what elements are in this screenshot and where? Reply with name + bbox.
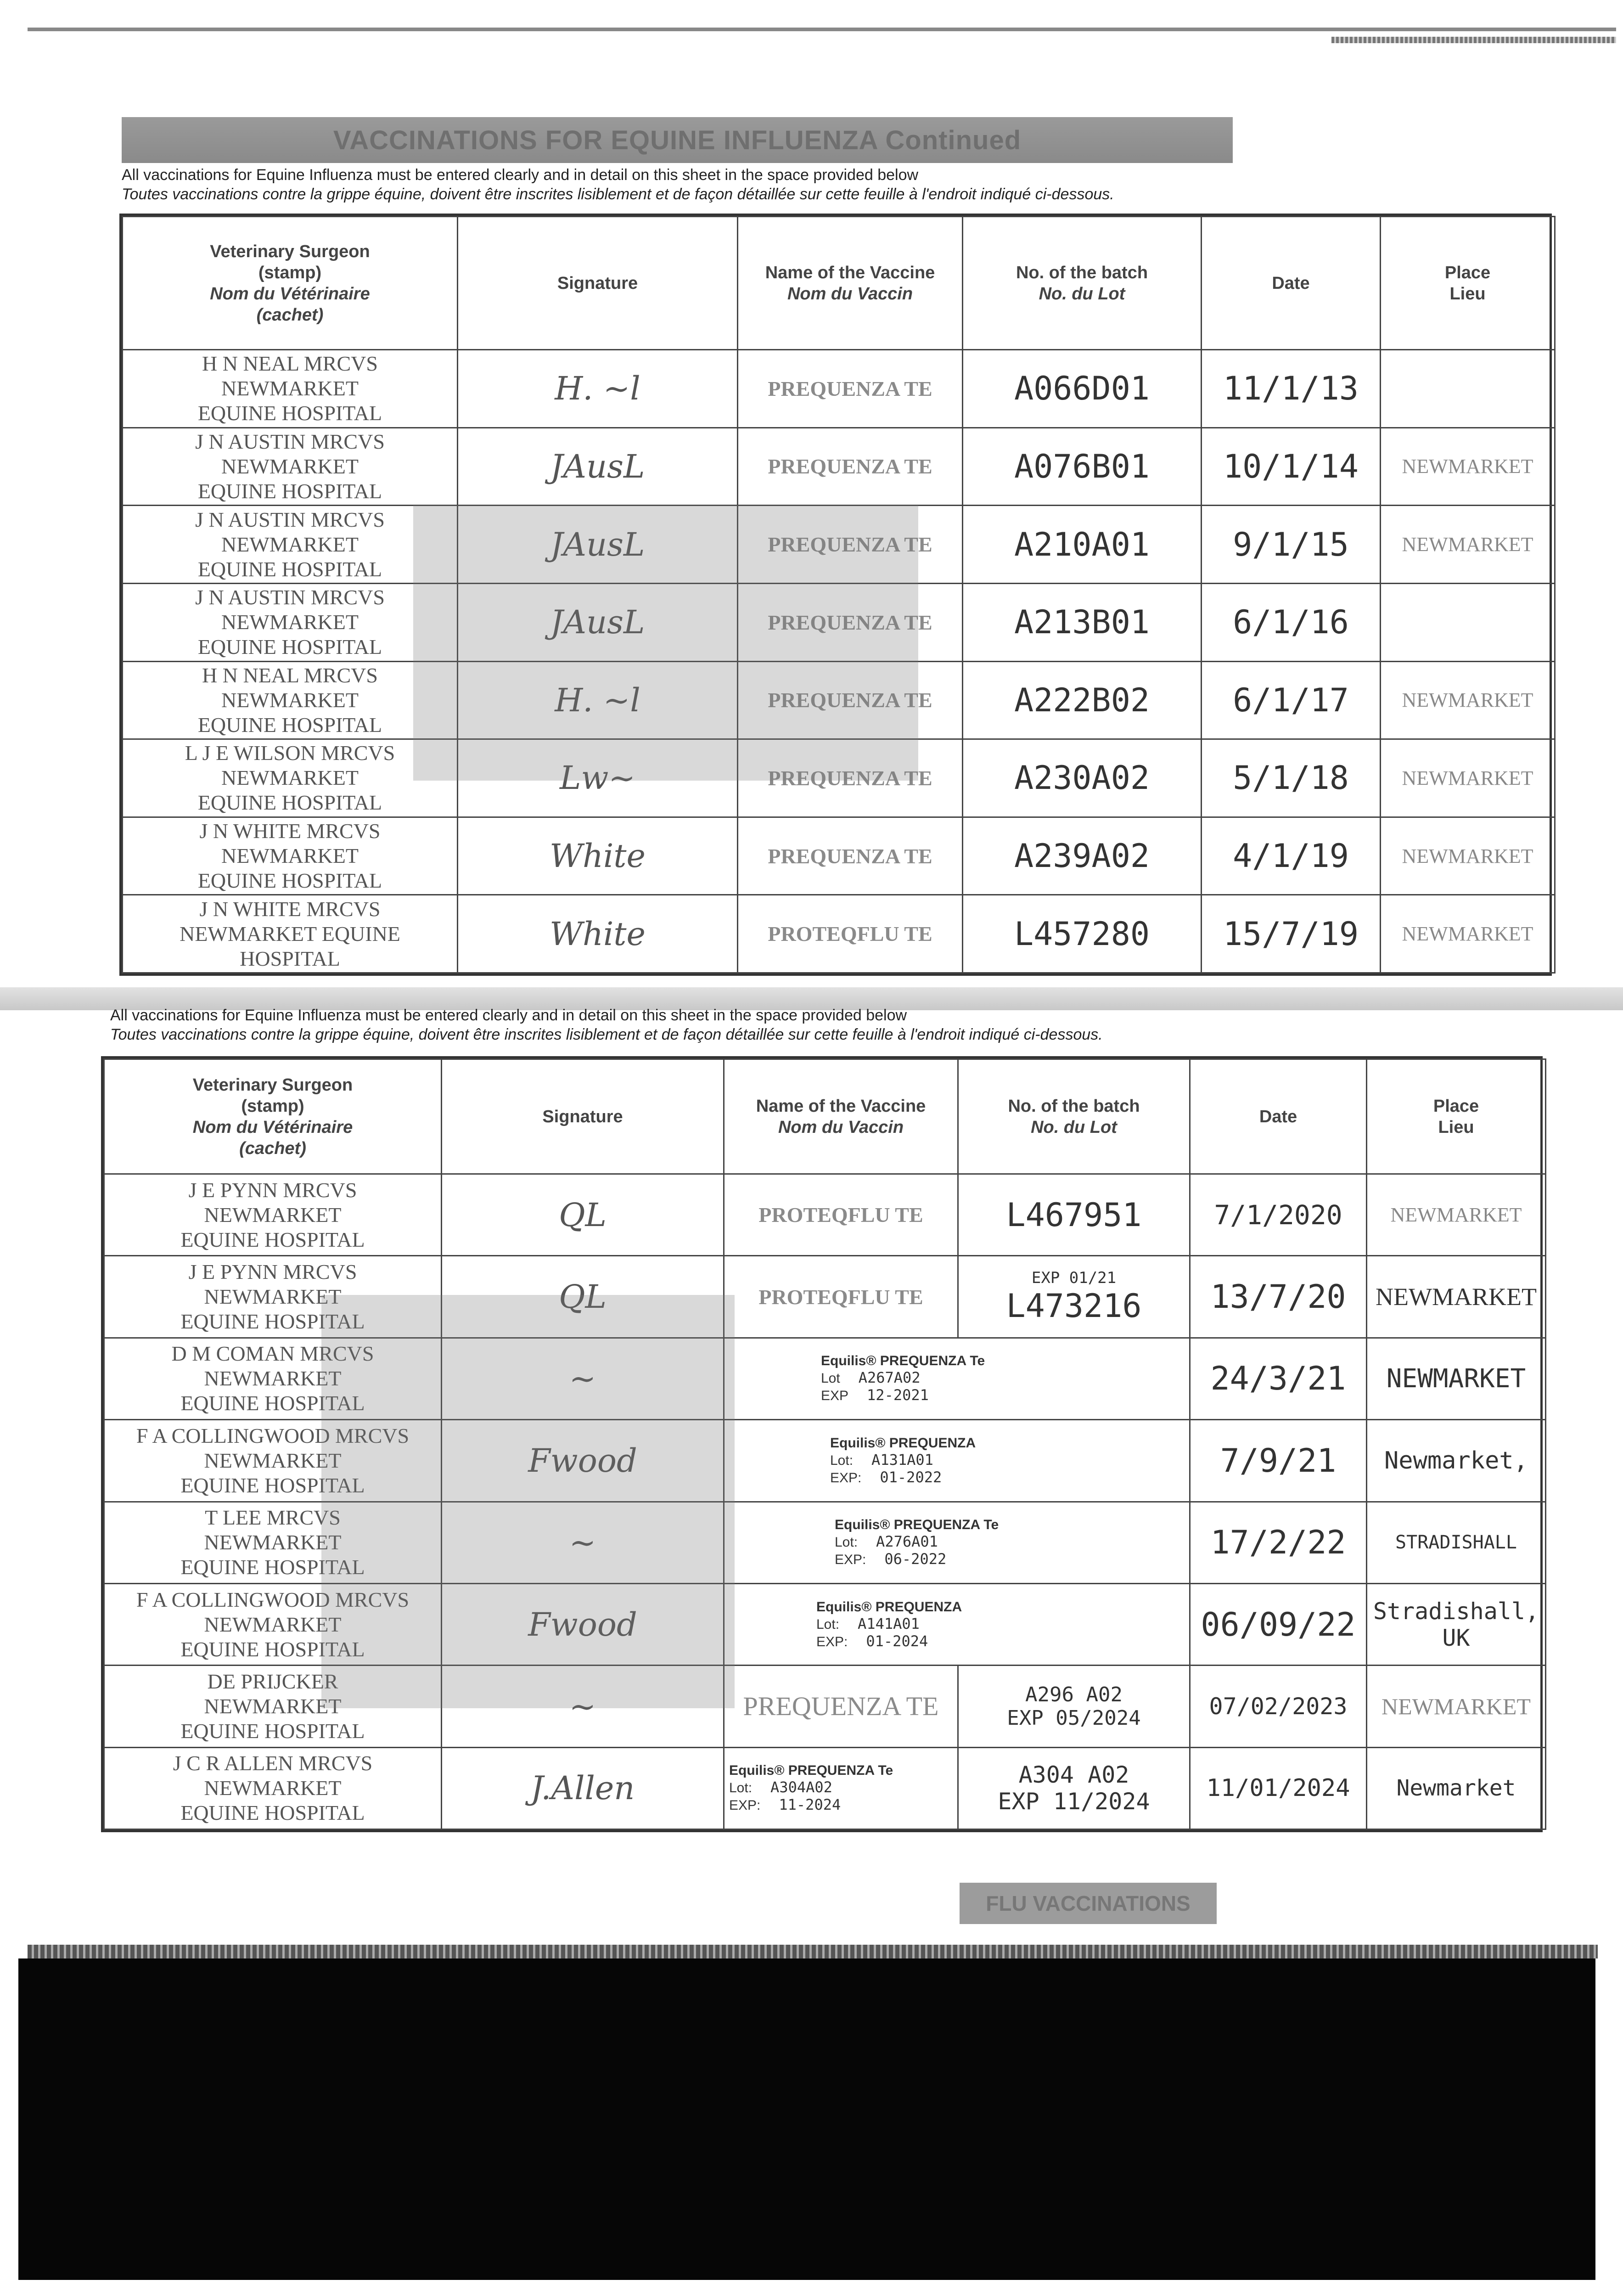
vaccine-label-sticker (724, 1420, 1190, 1502)
place: Stradishall, UK (1367, 1583, 1546, 1665)
col-vet-cachet: (cachet) (256, 305, 324, 325)
place: Newmarket (1367, 1747, 1546, 1829)
col-batch-fr: No. du Lot (1031, 1117, 1117, 1137)
place: NEWMARKET (1381, 506, 1555, 584)
signature: JAusL (458, 428, 738, 506)
batch-number: A230A02 (963, 739, 1202, 817)
col-place-fr: Lieu (1438, 1117, 1474, 1137)
vaccine-name: PROTEQFLU TE (738, 895, 963, 973)
vaccine-name: PREQUENZA TE (724, 1666, 958, 1747)
col-vet-en: Veterinary Surgeon (210, 242, 370, 261)
expiry: 12-2021 (867, 1386, 929, 1404)
table-row (123, 350, 1555, 428)
lot-label: Lot: (729, 1780, 753, 1796)
lot-number: A131A01 (871, 1451, 933, 1469)
batch-number: A304 A02 (1018, 1761, 1129, 1789)
instructions-en: All vaccinations for Equine Influenza must be entered clearly and in detail on this sheet in the space provided below (110, 1007, 907, 1024)
col-vet (104, 1059, 442, 1174)
signature: Fwood (442, 1420, 724, 1502)
col-batch (958, 1059, 1190, 1174)
col-vaccine-fr: Nom du Vaccin (778, 1117, 904, 1137)
batch-cell (958, 1256, 1190, 1338)
lot-number: A276A01 (876, 1533, 938, 1551)
col-date: Date (1190, 1059, 1367, 1174)
vet-stamp: F A COLLINGWOOD MRCVS NEWMARKET EQUINE HOSPITAL (104, 1420, 442, 1502)
scan-edge-noise (28, 1945, 1598, 1958)
batch-number: L467951 (958, 1174, 1190, 1256)
table-row (104, 1583, 1546, 1665)
col-place-en: Place (1433, 1096, 1479, 1116)
signature: White (458, 895, 738, 973)
place: NEWMARKET (1367, 1174, 1546, 1256)
batch-number: A213B01 (963, 583, 1202, 661)
lot-number: A141A01 (858, 1615, 920, 1632)
col-vet (123, 217, 458, 350)
place: NEWMARKET (1381, 661, 1555, 739)
vet-stamp: T LEE MRCVS NEWMARKET EQUINE HOSPITAL (104, 1502, 442, 1583)
vaccination-date: 4/1/19 (1202, 817, 1381, 895)
exp-label: EXP: (830, 1470, 862, 1486)
batch-expiry-note: EXP 05/2024 (1007, 1706, 1141, 1730)
col-signature: Signature (458, 217, 738, 350)
col-place (1367, 1059, 1546, 1174)
col-vaccine (724, 1059, 958, 1174)
vet-stamp: L J E WILSON MRCVS NEWMARKET EQUINE HOSPITAL (123, 739, 458, 817)
expiry: 11-2024 (779, 1796, 841, 1814)
lot-number: A267A02 (858, 1369, 921, 1387)
signature: ~ (442, 1338, 724, 1419)
label-brand: Equilis® PREQUENZA Te (835, 1517, 999, 1533)
vaccination-date: 06/09/22 (1190, 1583, 1367, 1665)
batch-expiry-note: EXP 01/21 (1031, 1269, 1117, 1288)
vaccination-date: 9/1/15 (1202, 506, 1381, 584)
vaccine-name: PREQUENZA TE (738, 739, 963, 817)
vaccination-date: 5/1/18 (1202, 739, 1381, 817)
expiry: 01-2022 (880, 1468, 942, 1486)
signature: J.Allen (442, 1747, 724, 1829)
vet-stamp: J E PYNN MRCVS NEWMARKET EQUINE HOSPITAL (104, 1256, 442, 1338)
vaccination-date: 17/2/22 (1190, 1502, 1367, 1583)
batch-number: A210A01 (963, 506, 1202, 584)
vet-stamp: F A COLLINGWOOD MRCVS NEWMARKET EQUINE HOSPITAL (104, 1583, 442, 1665)
table-row (104, 1174, 1546, 1256)
scan-shading (413, 505, 918, 781)
vaccine-name: PROTEQFLU TE (724, 1256, 958, 1338)
place (1381, 583, 1555, 661)
label-brand: Equilis® PREQUENZA (816, 1599, 962, 1615)
batch-cell (958, 1747, 1190, 1829)
signature: H. ~l (458, 661, 738, 739)
vet-stamp: D M COMAN MRCVS NEWMARKET EQUINE HOSPITAL (104, 1338, 442, 1419)
vet-stamp: J N WHITE MRCVS NEWMARKET EQUINE HOSPITAL (123, 817, 458, 895)
vaccine-label-sticker (724, 1747, 958, 1829)
col-vet-fr: Nom du Vétérinaire (192, 1117, 353, 1137)
place: NEWMARKET (1381, 895, 1555, 973)
footer-banner (960, 1883, 1217, 1924)
lot-label: Lot: (835, 1535, 858, 1550)
signature: ~ (442, 1666, 724, 1747)
vaccination-date: 24/3/21 (1190, 1338, 1367, 1419)
vet-stamp: J E PYNN MRCVS NEWMARKET EQUINE HOSPITAL (104, 1174, 442, 1256)
col-vaccine-en: Name of the Vaccine (756, 1096, 926, 1116)
place: NEWMARKET (1367, 1666, 1546, 1747)
vaccine-name: PREQUENZA TE (738, 817, 963, 895)
vet-stamp: DE PRIJCKER NEWMARKET EQUINE HOSPITAL (104, 1666, 442, 1747)
place: NEWMARKET (1367, 1338, 1546, 1419)
signature: QL (442, 1174, 724, 1256)
vaccine-label-sticker (724, 1338, 1190, 1419)
vaccination-date: 7/1/2020 (1190, 1174, 1367, 1256)
col-vaccine-en: Name of the Vaccine (765, 263, 935, 282)
table-row (123, 817, 1555, 895)
batch-number: L473216 (1006, 1287, 1142, 1325)
table-row (123, 428, 1555, 506)
vaccine-name: PREQUENZA TE (738, 583, 963, 661)
lot-number: A304A02 (770, 1778, 832, 1796)
exp-label: EXP: (729, 1798, 761, 1813)
scan-shading (321, 1295, 735, 1708)
vaccine-name: PREQUENZA TE (738, 428, 963, 506)
vaccination-table-2 (101, 1056, 1543, 1832)
vet-stamp: J C R ALLEN MRCVS NEWMARKET EQUINE HOSPITAL (104, 1747, 442, 1829)
col-vet-stamp: (stamp) (241, 1096, 304, 1116)
exp-label: EXP: (816, 1634, 848, 1649)
exp-label: EXP (821, 1388, 849, 1404)
batch-number: A076B01 (963, 428, 1202, 506)
batch-cell (958, 1666, 1190, 1747)
batch-number: L457280 (963, 895, 1202, 973)
signature: ~ (442, 1502, 724, 1583)
table-row (104, 1420, 1546, 1502)
lot-label: Lot: (830, 1452, 854, 1468)
vaccination-date: 11/1/13 (1202, 350, 1381, 428)
col-signature: Signature (442, 1059, 724, 1174)
table-header-row (104, 1059, 1546, 1174)
place: Newmarket, (1367, 1420, 1546, 1502)
batch-number: A066D01 (963, 350, 1202, 428)
signature: JAusL (458, 506, 738, 584)
top-scan-line (28, 28, 1616, 31)
col-batch-fr: No. du Lot (1039, 284, 1125, 304)
col-batch-en: No. of the batch (1016, 263, 1148, 282)
vaccine-label-sticker (724, 1583, 1190, 1665)
col-place (1381, 217, 1555, 350)
vaccine-name: PREQUENZA TE (738, 506, 963, 584)
label-brand: Equilis® PREQUENZA (830, 1435, 976, 1451)
table-row (104, 1747, 1546, 1829)
expiry: 01-2024 (866, 1632, 928, 1650)
batch-number: A296 A02 (1025, 1683, 1123, 1706)
vaccine-name: PREQUENZA TE (738, 661, 963, 739)
col-batch (963, 217, 1202, 350)
batch-number: A239A02 (963, 817, 1202, 895)
col-vet-en: Veterinary Surgeon (192, 1075, 353, 1095)
vet-stamp: J N AUSTIN MRCVS NEWMARKET EQUINE HOSPITAL (123, 583, 458, 661)
instructions-2 (110, 1006, 1579, 1044)
signature: JAusL (458, 583, 738, 661)
lot-label: Lot (821, 1371, 840, 1386)
signature: White (458, 817, 738, 895)
signature: Lw~ (458, 739, 738, 817)
place: STRADISHALL (1367, 1502, 1546, 1583)
vaccine-name: PREQUENZA TE (738, 350, 963, 428)
vaccination-date: 15/7/19 (1202, 895, 1381, 973)
place (1381, 350, 1555, 428)
place: NEWMARKET (1381, 428, 1555, 506)
table-row (104, 1338, 1546, 1419)
place: NEWMARKET (1381, 817, 1555, 895)
col-vaccine (738, 217, 963, 350)
lot-label: Lot: (816, 1616, 840, 1632)
table-row (104, 1666, 1546, 1747)
place: NEWMARKET (1367, 1256, 1546, 1338)
col-vaccine-fr: Nom du Vaccin (787, 284, 913, 304)
page-title: VACCINATIONS FOR EQUINE INFLUENZA Continued (333, 125, 1022, 155)
vaccination-date: 6/1/17 (1202, 661, 1381, 739)
instructions-fr: Toutes vaccinations contre la grippe équine, doivent être inscrites lisiblement et de façon détaillée sur cette feuille à l'endroit indiqué ci-dessous. (122, 186, 1114, 203)
vet-stamp: H N NEAL MRCVS NEWMARKET EQUINE HOSPITAL (123, 350, 458, 428)
instructions-1 (122, 165, 1591, 204)
table-header-row (123, 217, 1555, 350)
instructions-fr: Toutes vaccinations contre la grippe équine, doivent être inscrites lisiblement et de façon détaillée sur cette feuille à l'endroit indiqué ci-dessous. (110, 1026, 1103, 1043)
label-brand: Equilis® PREQUENZA Te (729, 1763, 893, 1778)
signature: QL (442, 1256, 724, 1338)
vaccination-date: 6/1/16 (1202, 583, 1381, 661)
col-vet-cachet: (cachet) (239, 1138, 306, 1158)
vet-stamp: J N AUSTIN MRCVS NEWMARKET EQUINE HOSPITAL (123, 428, 458, 506)
col-batch-en: No. of the batch (1008, 1096, 1140, 1116)
batch-expiry-note: EXP 11/2024 (998, 1788, 1150, 1815)
vaccination-date: 13/7/20 (1190, 1256, 1367, 1338)
vaccination-date: 7/9/21 (1190, 1420, 1367, 1502)
expiry: 06-2022 (884, 1550, 947, 1568)
table-row (123, 895, 1555, 973)
col-place-en: Place (1444, 263, 1491, 282)
vaccine-name: PROTEQFLU TE (724, 1174, 958, 1256)
footer-title: FLU VACCINATIONS (986, 1891, 1191, 1915)
signature: H. ~l (458, 350, 738, 428)
vet-stamp: J N AUSTIN MRCVS NEWMARKET EQUINE HOSPITAL (123, 506, 458, 584)
top-scan-edge (1331, 37, 1616, 43)
col-vet-stamp: (stamp) (258, 263, 322, 282)
signature: Fwood (442, 1583, 724, 1665)
col-date: Date (1202, 217, 1381, 350)
vaccination-date: 07/02/2023 (1190, 1666, 1367, 1747)
batch-number: A222B02 (963, 661, 1202, 739)
vaccination-date: 10/1/14 (1202, 428, 1381, 506)
table-row (104, 1502, 1546, 1583)
exp-label: EXP: (835, 1552, 866, 1568)
col-vet-fr: Nom du Vétérinaire (210, 284, 370, 304)
vaccination-date: 11/01/2024 (1190, 1747, 1367, 1829)
table-row (104, 1256, 1546, 1338)
col-place-fr: Lieu (1449, 284, 1486, 304)
redacted-area (18, 1958, 1595, 2280)
place: NEWMARKET (1381, 739, 1555, 817)
page-title-banner (122, 117, 1233, 163)
label-brand: Equilis® PREQUENZA Te (821, 1353, 985, 1369)
vet-stamp: H N NEAL MRCVS NEWMARKET EQUINE HOSPITAL (123, 661, 458, 739)
vaccine-label-sticker (724, 1502, 1190, 1583)
instructions-en: All vaccinations for Equine Influenza must be entered clearly and in detail on this sheet in the space provided below (122, 166, 919, 184)
vet-stamp: J N WHITE MRCVS NEWMARKET EQUINE HOSPITAL (123, 895, 458, 973)
